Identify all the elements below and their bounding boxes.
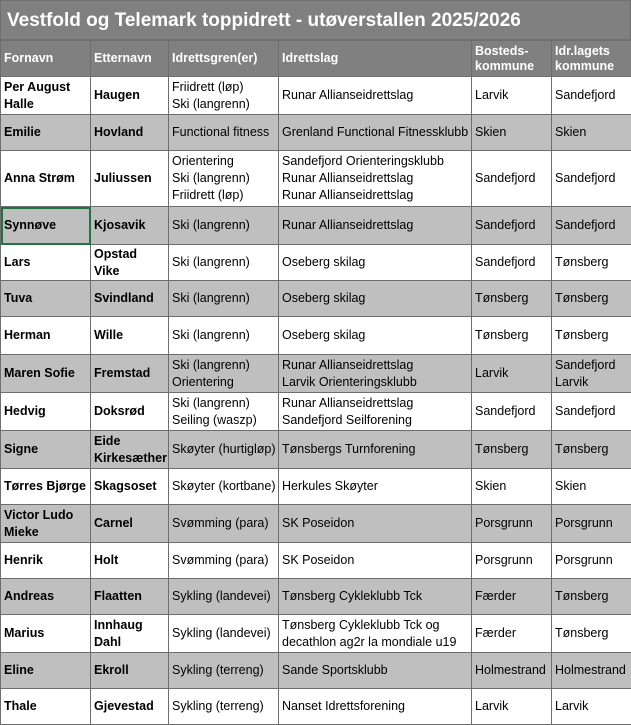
cell-bostedskommune-text: Holmestrand (475, 662, 548, 679)
cell-etternavn-text: Ekroll (94, 662, 165, 679)
cell-idrettsgren[interactable] (169, 281, 279, 317)
table-row (1, 393, 631, 431)
cell-idrlagets-kommune-text: Skien (555, 124, 628, 141)
cell-fornavn-text: Signe (4, 441, 87, 458)
cell-etternavn[interactable] (91, 115, 169, 151)
cell-idrettslag-text: Runar Allianseidrettslag (282, 395, 468, 412)
cell-etternavn[interactable] (91, 469, 169, 505)
cell-fornavn-text: Tørres Bjørge (4, 478, 87, 495)
cell-idrettslag[interactable] (279, 431, 472, 469)
cell-idrettslag[interactable] (279, 317, 472, 355)
cell-idrlagets-kommune-text: Porsgrunn (555, 515, 628, 532)
cell-idrlagets-kommune[interactable] (552, 207, 631, 245)
cell-bostedskommune[interactable] (472, 317, 552, 355)
cell-etternavn-text: Opstad Vike (94, 246, 165, 280)
cell-etternavn[interactable] (91, 207, 169, 245)
cell-etternavn[interactable] (91, 355, 169, 393)
cell-idrettslag-text: Tønsberg Cykleklubb Tck og decathlon ag2r la mondiale u19 (282, 617, 468, 651)
table-row (1, 115, 631, 151)
cell-fornavn-text: Emilie (4, 124, 87, 141)
cell-bostedskommune[interactable] (472, 431, 552, 469)
cell-idrettsgren-text: Svømming (para) (172, 552, 275, 569)
cell-etternavn[interactable] (91, 317, 169, 355)
cell-idrettsgren-text: Sykling (landevei) (172, 588, 275, 605)
cell-idrettsgren[interactable] (169, 615, 279, 653)
table-row (1, 77, 631, 115)
cell-idrettslag[interactable] (279, 355, 472, 393)
table-row (1, 245, 631, 281)
cell-idrettslag[interactable] (279, 469, 472, 505)
cell-idrettsgren-text: Ski (langrenn) (172, 395, 275, 412)
cell-idrettsgren[interactable] (169, 469, 279, 505)
cell-bostedskommune[interactable] (472, 579, 552, 615)
cell-bostedskommune-text: Skien (475, 478, 548, 495)
cell-idrettsgren-text: Skøyter (hurtigløp) (172, 441, 275, 458)
cell-idrlagets-kommune-text: Tønsberg (555, 254, 628, 271)
cell-idrettslag-text: Runar Allianseidrettslag (282, 187, 468, 204)
sheet-title[interactable]: Vestfold og Telemark toppidrett - utøverstallen 2025/2026 (0, 0, 631, 40)
cell-idrettsgren-text: Functional fitness (172, 124, 275, 141)
cell-etternavn[interactable] (91, 689, 169, 725)
cell-idrlagets-kommune[interactable] (552, 245, 631, 281)
cell-etternavn[interactable] (91, 543, 169, 579)
cell-bostedskommune[interactable] (472, 355, 552, 393)
cell-idrettsgren-text: Sykling (landevei) (172, 625, 275, 642)
cell-idrlagets-kommune-text: Skien (555, 478, 628, 495)
cell-bostedskommune[interactable] (472, 393, 552, 431)
table-row (1, 579, 631, 615)
table-row (1, 653, 631, 689)
cell-bostedskommune[interactable] (472, 115, 552, 151)
cell-idrettslag-text: Oseberg skilag (282, 290, 468, 307)
cell-etternavn[interactable] (91, 653, 169, 689)
cell-idrettsgren-text: Orientering (172, 153, 275, 170)
cell-idrettsgren[interactable] (169, 245, 279, 281)
cell-bostedskommune[interactable] (472, 469, 552, 505)
cell-idrettsgren-text: Ski (langrenn) (172, 217, 275, 234)
cell-etternavn[interactable] (91, 245, 169, 281)
cell-idrettsgren-text: Sykling (terreng) (172, 698, 275, 715)
cell-etternavn[interactable] (91, 431, 169, 469)
cell-idrettslag[interactable] (279, 615, 472, 653)
cell-bostedskommune[interactable] (472, 505, 552, 543)
cell-etternavn-text: Carnel (94, 515, 165, 532)
cell-idrlagets-kommune[interactable] (552, 77, 631, 115)
table-row (1, 543, 631, 579)
cell-bostedskommune[interactable] (472, 615, 552, 653)
cell-idrettsgren-text: Ski (langrenn) (172, 327, 275, 344)
cell-idrlagets-kommune[interactable] (552, 281, 631, 317)
cell-idrlagets-kommune-text: Sandefjord (555, 357, 628, 374)
cell-idrettsgren-text: Sykling (terreng) (172, 662, 275, 679)
cell-idrlagets-kommune[interactable] (552, 579, 631, 615)
cell-idrlagets-kommune-text: Larvik (555, 374, 628, 391)
cell-idrettslag-text: Oseberg skilag (282, 327, 468, 344)
cell-idrettsgren[interactable] (169, 77, 279, 115)
cell-idrlagets-kommune-text: Tønsberg (555, 441, 628, 458)
cell-idrettslag-text: Larvik Orienteringsklubb (282, 374, 468, 391)
cell-fornavn[interactable] (1, 245, 91, 281)
cell-idrettslag[interactable] (279, 281, 472, 317)
cell-idrlagets-kommune[interactable] (552, 151, 631, 207)
cell-bostedskommune[interactable] (472, 151, 552, 207)
cell-idrettslag[interactable] (279, 207, 472, 245)
cell-fornavn[interactable] (1, 207, 91, 245)
cell-fornavn-text: Eline (4, 662, 87, 679)
cell-etternavn[interactable] (91, 579, 169, 615)
cell-idrettslag-text: Sandefjord Seilforening (282, 412, 468, 429)
athlete-table (0, 40, 631, 725)
cell-idrettsgren[interactable] (169, 393, 279, 431)
table-row (1, 151, 631, 207)
cell-fornavn-text: Hedvig (4, 403, 87, 420)
cell-fornavn[interactable] (1, 689, 91, 725)
cell-idrlagets-kommune-text: Tønsberg (555, 625, 628, 642)
cell-fornavn-text: Henrik (4, 552, 87, 569)
cell-idrettsgren[interactable] (169, 579, 279, 615)
cell-idrettsgren[interactable] (169, 151, 279, 207)
cell-idrettslag-text: Grenland Functional Fitnessklubb (282, 124, 468, 141)
cell-idrettsgren-text: Seiling (waszp) (172, 412, 275, 429)
cell-bostedskommune-text: Larvik (475, 365, 548, 382)
cell-idrlagets-kommune-text: Sandefjord (555, 170, 628, 187)
cell-idrlagets-kommune-text: Tønsberg (555, 588, 628, 605)
table-row (1, 469, 631, 505)
cell-bostedskommune-text: Larvik (475, 87, 548, 104)
header-row (1, 41, 631, 77)
cell-etternavn-text: Eide Kirkesæther (94, 433, 165, 467)
cell-bostedskommune[interactable] (472, 77, 552, 115)
cell-etternavn-text: Flaatten (94, 588, 165, 605)
cell-fornavn[interactable] (1, 615, 91, 653)
cell-fornavn[interactable] (1, 653, 91, 689)
cell-fornavn-text: Victor Ludo Mieke (4, 507, 87, 541)
header-idrlagets-kommune[interactable]: Idr.lagets kommune (552, 41, 631, 77)
cell-idrlagets-kommune[interactable] (552, 115, 631, 151)
table-row (1, 317, 631, 355)
cell-idrettslag-text: Sandefjord Orienteringsklubb (282, 153, 468, 170)
header-idrettsgren[interactable]: Idrettsgren(er) (169, 41, 279, 77)
cell-bostedskommune-text: Sandefjord (475, 217, 548, 234)
cell-bostedskommune-text: Skien (475, 124, 548, 141)
cell-idrettslag[interactable] (279, 245, 472, 281)
cell-bostedskommune-text: Porsgrunn (475, 552, 548, 569)
cell-idrettslag[interactable] (279, 115, 472, 151)
cell-bostedskommune[interactable] (472, 543, 552, 579)
cell-bostedskommune-text: Porsgrunn (475, 515, 548, 532)
cell-idrettslag-text: SK Poseidon (282, 515, 468, 532)
cell-idrettsgren-text: Ski (langrenn) (172, 254, 275, 271)
cell-idrettsgren[interactable] (169, 543, 279, 579)
cell-fornavn-text: Marius (4, 625, 87, 642)
cell-bostedskommune-text: Larvik (475, 698, 548, 715)
cell-idrettslag[interactable] (279, 505, 472, 543)
cell-bostedskommune[interactable] (472, 653, 552, 689)
cell-fornavn-text: Synnøve (4, 217, 87, 234)
cell-idrettslag-text: Nanset Idrettsforening (282, 698, 468, 715)
cell-etternavn-text: Kjosavik (94, 217, 165, 234)
table-row (1, 431, 631, 469)
cell-bostedskommune-text: Færder (475, 625, 548, 642)
cell-fornavn[interactable] (1, 355, 91, 393)
cell-etternavn-text: Hovland (94, 124, 165, 141)
cell-idrettslag-text: Herkules Skøyter (282, 478, 468, 495)
cell-fornavn[interactable] (1, 469, 91, 505)
cell-etternavn-text: Haugen (94, 87, 165, 104)
cell-idrettslag[interactable] (279, 689, 472, 725)
cell-etternavn-text: Fremstad (94, 365, 165, 382)
cell-idrettslag-text: Sande Sportsklubb (282, 662, 468, 679)
table-row (1, 207, 631, 245)
cell-idrlagets-kommune[interactable] (552, 317, 631, 355)
cell-etternavn[interactable] (91, 77, 169, 115)
cell-idrettslag-text: Tønsbergs Turnforening (282, 441, 468, 458)
cell-idrlagets-kommune[interactable] (552, 505, 631, 543)
cell-idrlagets-kommune[interactable] (552, 393, 631, 431)
cell-idrettsgren-text: Friidrett (løp) (172, 187, 275, 204)
cell-fornavn-text: Thale (4, 698, 87, 715)
cell-fornavn[interactable] (1, 543, 91, 579)
table-row (1, 689, 631, 725)
cell-idrettslag[interactable] (279, 151, 472, 207)
table-row (1, 281, 631, 317)
cell-idrettsgren[interactable] (169, 317, 279, 355)
cell-idrlagets-kommune-text: Sandefjord (555, 87, 628, 104)
cell-etternavn-text: Skagsoset (94, 478, 165, 495)
cell-idrlagets-kommune[interactable] (552, 689, 631, 725)
cell-fornavn[interactable] (1, 115, 91, 151)
cell-idrettsgren[interactable] (169, 689, 279, 725)
cell-fornavn[interactable] (1, 579, 91, 615)
cell-etternavn-text: Holt (94, 552, 165, 569)
cell-idrlagets-kommune[interactable] (552, 543, 631, 579)
cell-idrlagets-kommune-text: Larvik (555, 698, 628, 715)
cell-etternavn-text: Wille (94, 327, 165, 344)
cell-fornavn[interactable] (1, 151, 91, 207)
cell-idrlagets-kommune[interactable] (552, 469, 631, 505)
cell-idrlagets-kommune-text: Sandefjord (555, 217, 628, 234)
cell-idrettslag-text: Runar Allianseidrettslag (282, 217, 468, 234)
cell-bostedskommune[interactable] (472, 245, 552, 281)
cell-bostedskommune-text: Sandefjord (475, 254, 548, 271)
cell-bostedskommune[interactable] (472, 207, 552, 245)
cell-idrettsgren-text: Orientering (172, 374, 275, 391)
cell-idrettsgren[interactable] (169, 431, 279, 469)
cell-fornavn[interactable] (1, 77, 91, 115)
cell-idrettslag[interactable] (279, 653, 472, 689)
cell-bostedskommune-text: Tønsberg (475, 441, 548, 458)
cell-idrettsgren-text: Skøyter (kortbane) (172, 478, 275, 495)
cell-idrettsgren-text: Friidrett (løp) (172, 79, 275, 96)
cell-idrlagets-kommune[interactable] (552, 431, 631, 469)
table-row (1, 355, 631, 393)
cell-fornavn[interactable] (1, 281, 91, 317)
cell-idrettsgren-text: Svømming (para) (172, 515, 275, 532)
cell-fornavn-text: Tuva (4, 290, 87, 307)
cell-idrettslag-text: Runar Allianseidrettslag (282, 170, 468, 187)
cell-idrettslag[interactable] (279, 543, 472, 579)
cell-idrlagets-kommune-text: Tønsberg (555, 327, 628, 344)
cell-idrlagets-kommune[interactable] (552, 355, 631, 393)
table-row (1, 505, 631, 543)
cell-etternavn[interactable] (91, 505, 169, 543)
cell-bostedskommune-text: Færder (475, 588, 548, 605)
cell-idrettsgren-text: Ski (langrenn) (172, 170, 275, 187)
cell-idrettsgren[interactable] (169, 207, 279, 245)
cell-idrlagets-kommune-text: Sandefjord (555, 403, 628, 420)
cell-idrlagets-kommune-text: Porsgrunn (555, 552, 628, 569)
cell-idrettslag-text: Runar Allianseidrettslag (282, 87, 468, 104)
cell-etternavn-text: Doksrød (94, 403, 165, 420)
cell-idrlagets-kommune-text: Holmestrand (555, 662, 628, 679)
cell-bostedskommune[interactable] (472, 689, 552, 725)
cell-bostedskommune-text: Tønsberg (475, 290, 548, 307)
cell-idrettsgren-text: Ski (langrenn) (172, 96, 275, 113)
header-bostedskommune[interactable]: Bosteds-kommune (472, 41, 552, 77)
cell-fornavn-text: Maren Sofie (4, 365, 87, 382)
cell-etternavn-text: Innhaug Dahl (94, 617, 165, 651)
cell-fornavn[interactable] (1, 505, 91, 543)
cell-fornavn-text: Lars (4, 254, 87, 271)
cell-idrettsgren[interactable] (169, 355, 279, 393)
header-etternavn[interactable]: Etternavn (91, 41, 169, 77)
header-fornavn[interactable]: Fornavn (1, 41, 91, 77)
cell-idrettslag[interactable] (279, 77, 472, 115)
cell-idrettsgren[interactable] (169, 653, 279, 689)
cell-fornavn-text: Herman (4, 327, 87, 344)
table-row (1, 615, 631, 653)
cell-idrettslag-text: Oseberg skilag (282, 254, 468, 271)
cell-fornavn-text: Andreas (4, 588, 87, 605)
cell-idrettslag-text: Tønsberg Cykleklubb Tck (282, 588, 468, 605)
cell-idrlagets-kommune-text: Tønsberg (555, 290, 628, 307)
cell-bostedskommune[interactable] (472, 281, 552, 317)
cell-idrettsgren[interactable] (169, 115, 279, 151)
cell-idrettslag[interactable] (279, 393, 472, 431)
cell-etternavn[interactable] (91, 615, 169, 653)
cell-bostedskommune-text: Sandefjord (475, 403, 548, 420)
cell-etternavn-text: Juliussen (94, 170, 165, 187)
cell-fornavn-text: Per August Halle (4, 79, 87, 113)
cell-fornavn[interactable] (1, 431, 91, 469)
cell-etternavn[interactable] (91, 393, 169, 431)
cell-idrettsgren-text: Ski (langrenn) (172, 290, 275, 307)
cell-idrettsgren-text: Ski (langrenn) (172, 357, 275, 374)
cell-etternavn[interactable] (91, 151, 169, 207)
cell-idrettslag-text: SK Poseidon (282, 552, 468, 569)
cell-bostedskommune-text: Sandefjord (475, 170, 548, 187)
cell-idrlagets-kommune[interactable] (552, 615, 631, 653)
cell-fornavn[interactable] (1, 317, 91, 355)
cell-etternavn-text: Svindland (94, 290, 165, 307)
cell-etternavn[interactable] (91, 281, 169, 317)
header-idrettslag[interactable]: Idrettslag (279, 41, 472, 77)
cell-idrettslag-text: Runar Allianseidrettslag (282, 357, 468, 374)
cell-idrettslag[interactable] (279, 579, 472, 615)
cell-idrettsgren[interactable] (169, 505, 279, 543)
cell-etternavn-text: Gjevestad (94, 698, 165, 715)
cell-fornavn-text: Anna Strøm (4, 170, 87, 187)
cell-fornavn[interactable] (1, 393, 91, 431)
cell-idrlagets-kommune[interactable] (552, 653, 631, 689)
cell-bostedskommune-text: Tønsberg (475, 327, 548, 344)
